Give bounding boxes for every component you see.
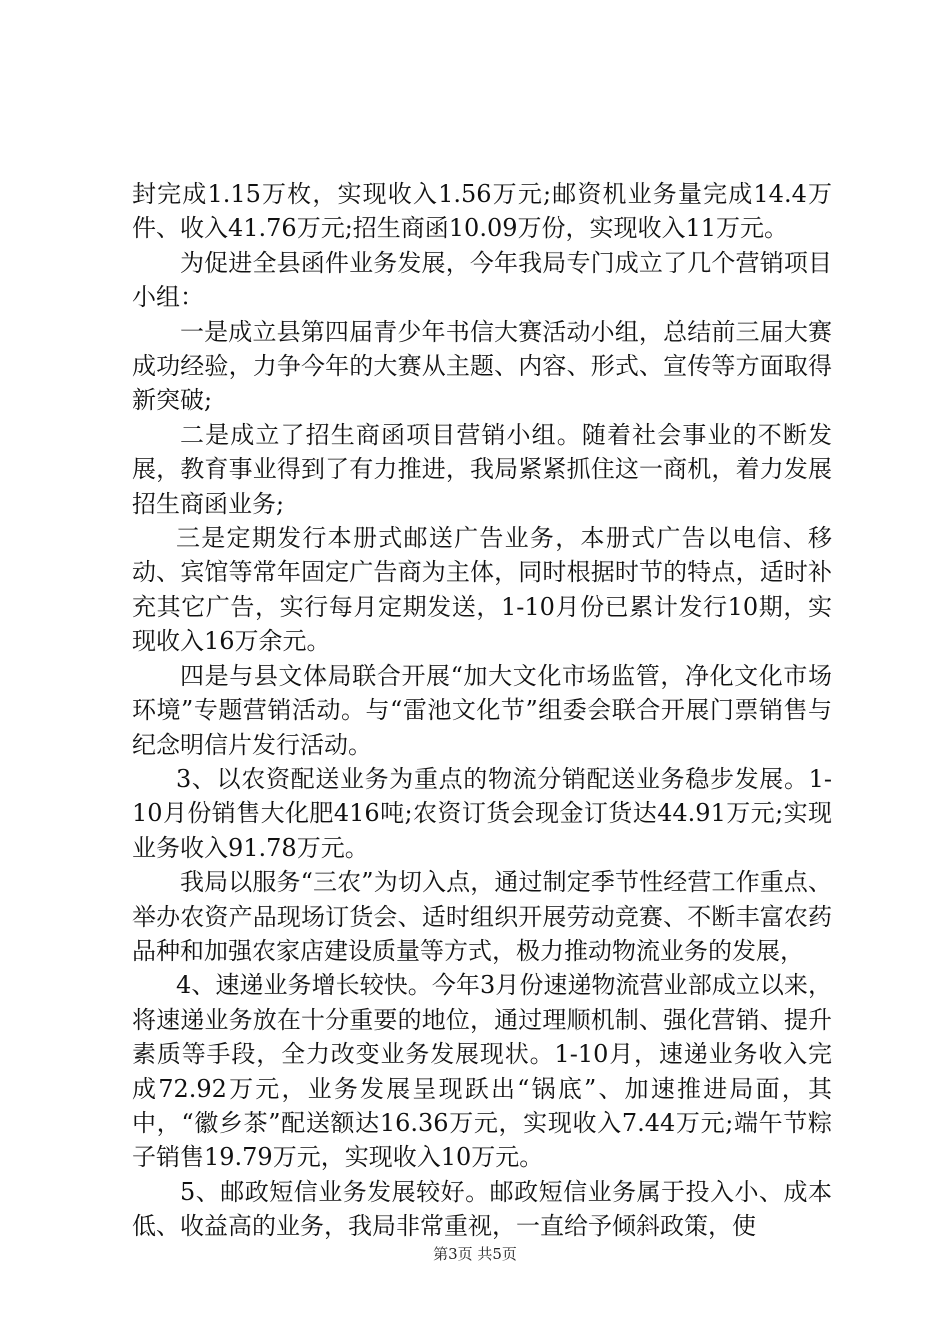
paragraph-9: 4、速递业务增长较快。今年3月份速递物流营业部成立以来，将速递业务放在十分重要的地位，通过理顺机制、强化营销、提升素质等手段，全力改变业务发展现状。1-10月，速递业务收入完成72.92万元，业务发展呈现跃出“锅底”、加速推进局面，其中，“徽乡茶”配送额达16.36万元，实现收入7.44万元;端午节粽子销售19.79万元，实现收入10万元。 bbox=[132, 971, 832, 1172]
paragraph-1: 封完成1.15万枚，实现收入1.56万元;邮资机业务量完成14.4万件、收入41.76万元;招生商函10.09万份，实现收入11万元。 bbox=[132, 180, 832, 243]
document-body bbox=[132, 177, 832, 1244]
paragraph-10: 5、邮政短信业务发展较好。邮政短信业务属于投入小、成本低、收益高的业务，我局非常重视，一直给予倾斜政策，使 bbox=[132, 1177, 832, 1241]
paragraph-4: 二是成立了招生商函项目营销小组。随着社会事业的不断发展，教育事业得到了有力推进，我局紧紧抓住这一商机，着力发展招生商函业务; bbox=[132, 420, 832, 518]
paragraph-7: 3、以农资配送业务为重点的物流分销配送业务稳步发展。1-10月份销售大化肥416吨;农资订货会现金订货达44.91万元;实现业务收入91.78万元。 bbox=[132, 764, 832, 862]
paragraph-3: 一是成立县第四届青少年书信大赛活动小组，总结前三届大赛成功经验，力争今年的大赛从主题、内容、形式、宣传等方面取得新突破; bbox=[132, 317, 832, 415]
page-footer: 第3页 共5页 bbox=[433, 1245, 517, 1263]
paragraph-5: 三是定期发行本册式邮送广告业务，本册式广告以电信、移动、宾馆等常年固定广告商为主体，同时根据时节的特点，适时补充其它广告，实行每月定期发送，1-10月份已累计发行10期，实现收入16万余元。 bbox=[132, 524, 832, 656]
paragraph-2: 为促进全县函件业务发展，今年我局专门成立了几个营销项目小组： bbox=[132, 248, 832, 312]
paragraph-8: 我局以服务“三农”为切入点，通过制定季节性经营工作重点、举办农资产品现场订货会、适时组织开展劳动竞赛、不断丰富农药品种和加强农家店建设质量等方式，极力推动物流业务的发展， bbox=[132, 868, 832, 965]
paragraph-6: 四是与县文体局联合开展“加大文化市场监管，净化文化市场环境”专题营销活动。与“雷池文化节”组委会联合开展门票销售与纪念明信片发行活动。 bbox=[132, 661, 832, 759]
